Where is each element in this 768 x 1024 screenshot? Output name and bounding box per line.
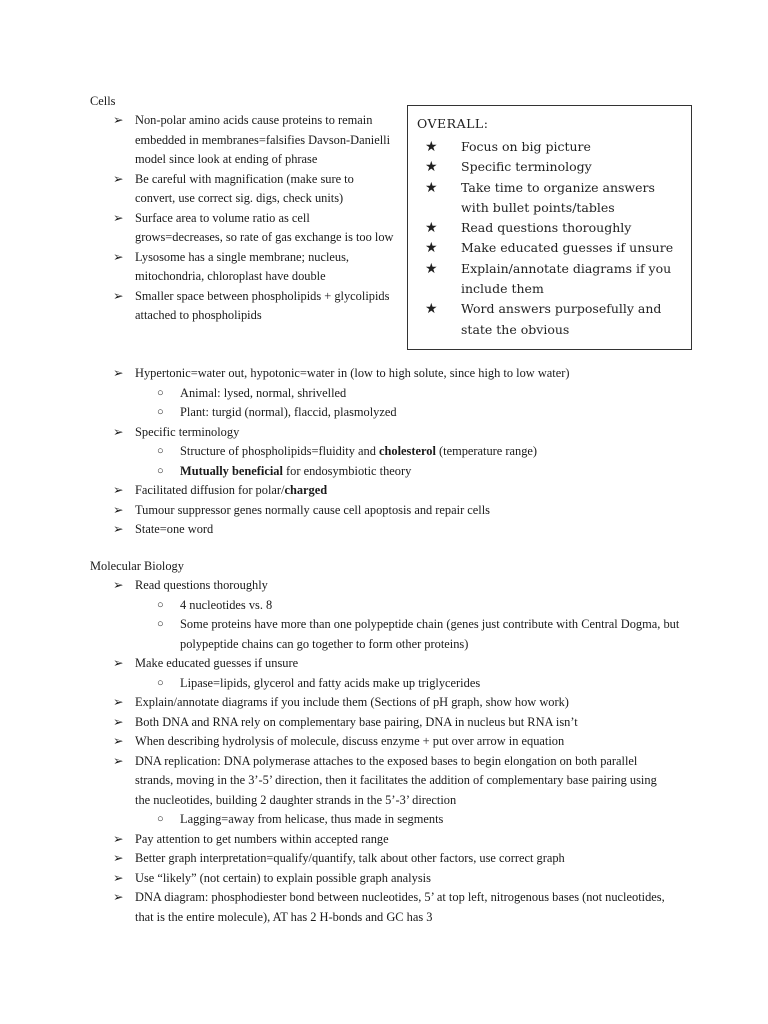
arrow-bullet-icon: ➢ — [113, 424, 124, 439]
sub-list-item: ○ Lagging=away from helicase, thus made in segments — [0, 810, 680, 830]
circle-bullet-icon: ○ — [157, 464, 164, 477]
molbio-list — [0, 576, 768, 927]
arrow-bullet-icon: ➢ — [113, 851, 124, 865]
sub-list-item: ○ Plant: turgid (normal), flaccid, plasmolyzed — [0, 403, 680, 423]
overall-title: OVERALL: — [417, 116, 489, 131]
arrow-bullet-icon: ➢ — [113, 502, 124, 517]
list-item: ➢ Explain/annotate diagrams if you include them (Sections of pH graph, show how work) — [0, 693, 665, 713]
arrow-bullet-icon: ➢ — [113, 831, 124, 846]
overall-box — [407, 105, 692, 350]
arrow-bullet-icon: ➢ — [113, 656, 124, 670]
arrow-bullet-icon: ➢ — [113, 578, 124, 592]
list-item: ➢ State=one word — [0, 520, 665, 540]
list-item: ➢ Make educated guesses if unsure — [0, 654, 665, 674]
arrow-bullet-icon: ➢ — [113, 288, 124, 303]
sub-list-item: ○ Lipase=lipids, glycerol and fatty acids make up triglycerides — [0, 674, 680, 694]
arrow-bullet-icon: ➢ — [113, 113, 124, 127]
arrow-bullet-icon: ➢ — [113, 695, 124, 709]
list-item: ➢ Be careful with magnification (make sure to convert, use correct sig. digs, check units) — [113, 171, 354, 205]
list-item: ➢ Surface area to volume ratio as cell grows=decreases, so rate of gas exchange is too low — [113, 210, 394, 244]
arrow-bullet-icon: ➢ — [113, 753, 124, 768]
list-item: ➢ Hypertonic=water out, hypotonic=water in (low to high solute, since high to low water) — [0, 364, 665, 384]
arrow-bullet-icon: ➢ — [113, 483, 124, 497]
circle-bullet-icon: ○ — [157, 676, 164, 689]
arrow-bullet-icon: ➢ — [113, 890, 124, 904]
circle-bullet-icon: ○ — [157, 406, 164, 418]
star-icon: ★ — [425, 240, 438, 257]
star-icon: ★ — [425, 260, 438, 277]
list-item: ➢ Smaller space between phospholipids + glycolipids attached to phospholipids — [113, 288, 390, 322]
list-item: ➢ Pay attention to get numbers within accepted range — [0, 830, 665, 850]
list-item: ➢ DNA diagram: phosphodiester bond between nucleotides, 5’ at top left, nitrogenous bases (not nucleotides, that is the entire molecule), AT has 2 H-bonds and GC has 3 — [113, 890, 665, 924]
overall-item: ★ Take time to organize answers with bullet points/tables — [425, 179, 655, 215]
list-item: ➢ Use “likely” (not certain) to explain possible graph analysis — [0, 869, 665, 889]
circle-bullet-icon: ○ — [157, 445, 164, 457]
arrow-bullet-icon: ➢ — [113, 249, 124, 264]
list-item: ➢ Both DNA and RNA rely on complementary base pairing, DNA in nucleus but RNA isn’t — [0, 713, 665, 733]
circle-bullet-icon: ○ — [157, 813, 164, 825]
circle-bullet-icon: ○ — [157, 386, 164, 399]
arrow-bullet-icon: ➢ — [113, 171, 124, 186]
star-icon: ★ — [425, 179, 438, 196]
star-icon: ★ — [425, 220, 438, 237]
star-icon: ★ — [425, 159, 438, 176]
overall-item: ★ Focus on big picture — [408, 137, 691, 157]
arrow-bullet-icon: ➢ — [113, 870, 124, 885]
list-item: ➢ Better graph interpretation=qualify/quantify, talk about other factors, use correct graph — [0, 849, 665, 869]
list-item: ➢ Read questions thoroughly — [0, 576, 665, 596]
cells-list-wide — [0, 364, 768, 540]
arrow-bullet-icon: ➢ — [113, 210, 124, 225]
molbio-heading: Molecular Biology — [90, 559, 184, 573]
sub-list-item: ○ Animal: lysed, normal, shrivelled — [0, 384, 680, 404]
list-item: ➢ Specific terminology — [0, 423, 665, 443]
overall-item: ★ Specific terminology — [408, 157, 691, 177]
overall-item: ★ Word answers purposefully and state the obvious — [425, 301, 662, 337]
star-icon: ★ — [425, 301, 438, 318]
list-item: ➢ DNA replication: DNA polymerase attaches to the exposed bases to begin elongation on both parallel strands, moving in the 3’-5’ direction, then it facilitates the addition of complementary base pairing using the nucleotides, building 2 daughter strands in the 5’-3’ direction — [113, 753, 657, 807]
arrow-bullet-icon: ➢ — [113, 522, 124, 536]
sub-list-item: ○ Structure of phospholipids=fluidity and cholesterol (temperature range) — [0, 442, 680, 462]
sub-list-item: ○ Some proteins have more than one polypeptide chain (genes just contribute with Central Dogma, but polypeptide chains can go together to form other proteins) — [157, 617, 680, 651]
list-item: ➢ Non-polar amino acids cause proteins to remain embedded in membranes=falsifies Davson-Danielli model since look at ending of phrase — [113, 113, 391, 166]
circle-bullet-icon: ○ — [157, 598, 164, 611]
arrow-bullet-icon: ➢ — [113, 734, 124, 748]
list-item: ➢ Lysosome has a single membrane; nucleus, mitochondria, chloroplast have double — [113, 249, 350, 283]
arrow-bullet-icon: ➢ — [113, 366, 124, 380]
list-item: ➢ When describing hydrolysis of molecule, discuss enzyme + put over arrow in equation — [0, 732, 665, 752]
sub-list-item: ○ Mutually beneficial for endosymbiotic theory — [0, 462, 680, 482]
sub-list-item: ○ 4 nucleotides vs. 8 — [0, 596, 680, 616]
overall-item: ★ Make educated guesses if unsure — [408, 238, 691, 258]
list-item: ➢ Facilitated diffusion for polar/charged — [0, 481, 665, 501]
circle-bullet-icon: ○ — [157, 618, 164, 630]
overall-item: ★ Read questions thoroughly — [408, 218, 691, 238]
list-item: ➢ Tumour suppressor genes normally cause cell apoptosis and repair cells — [0, 501, 665, 521]
star-icon: ★ — [425, 139, 438, 155]
cells-heading: Cells — [90, 94, 116, 108]
overall-item: ★ Explain/annotate diagrams if you include them — [425, 260, 672, 297]
overall-list — [408, 137, 691, 340]
arrow-bullet-icon: ➢ — [113, 714, 124, 729]
